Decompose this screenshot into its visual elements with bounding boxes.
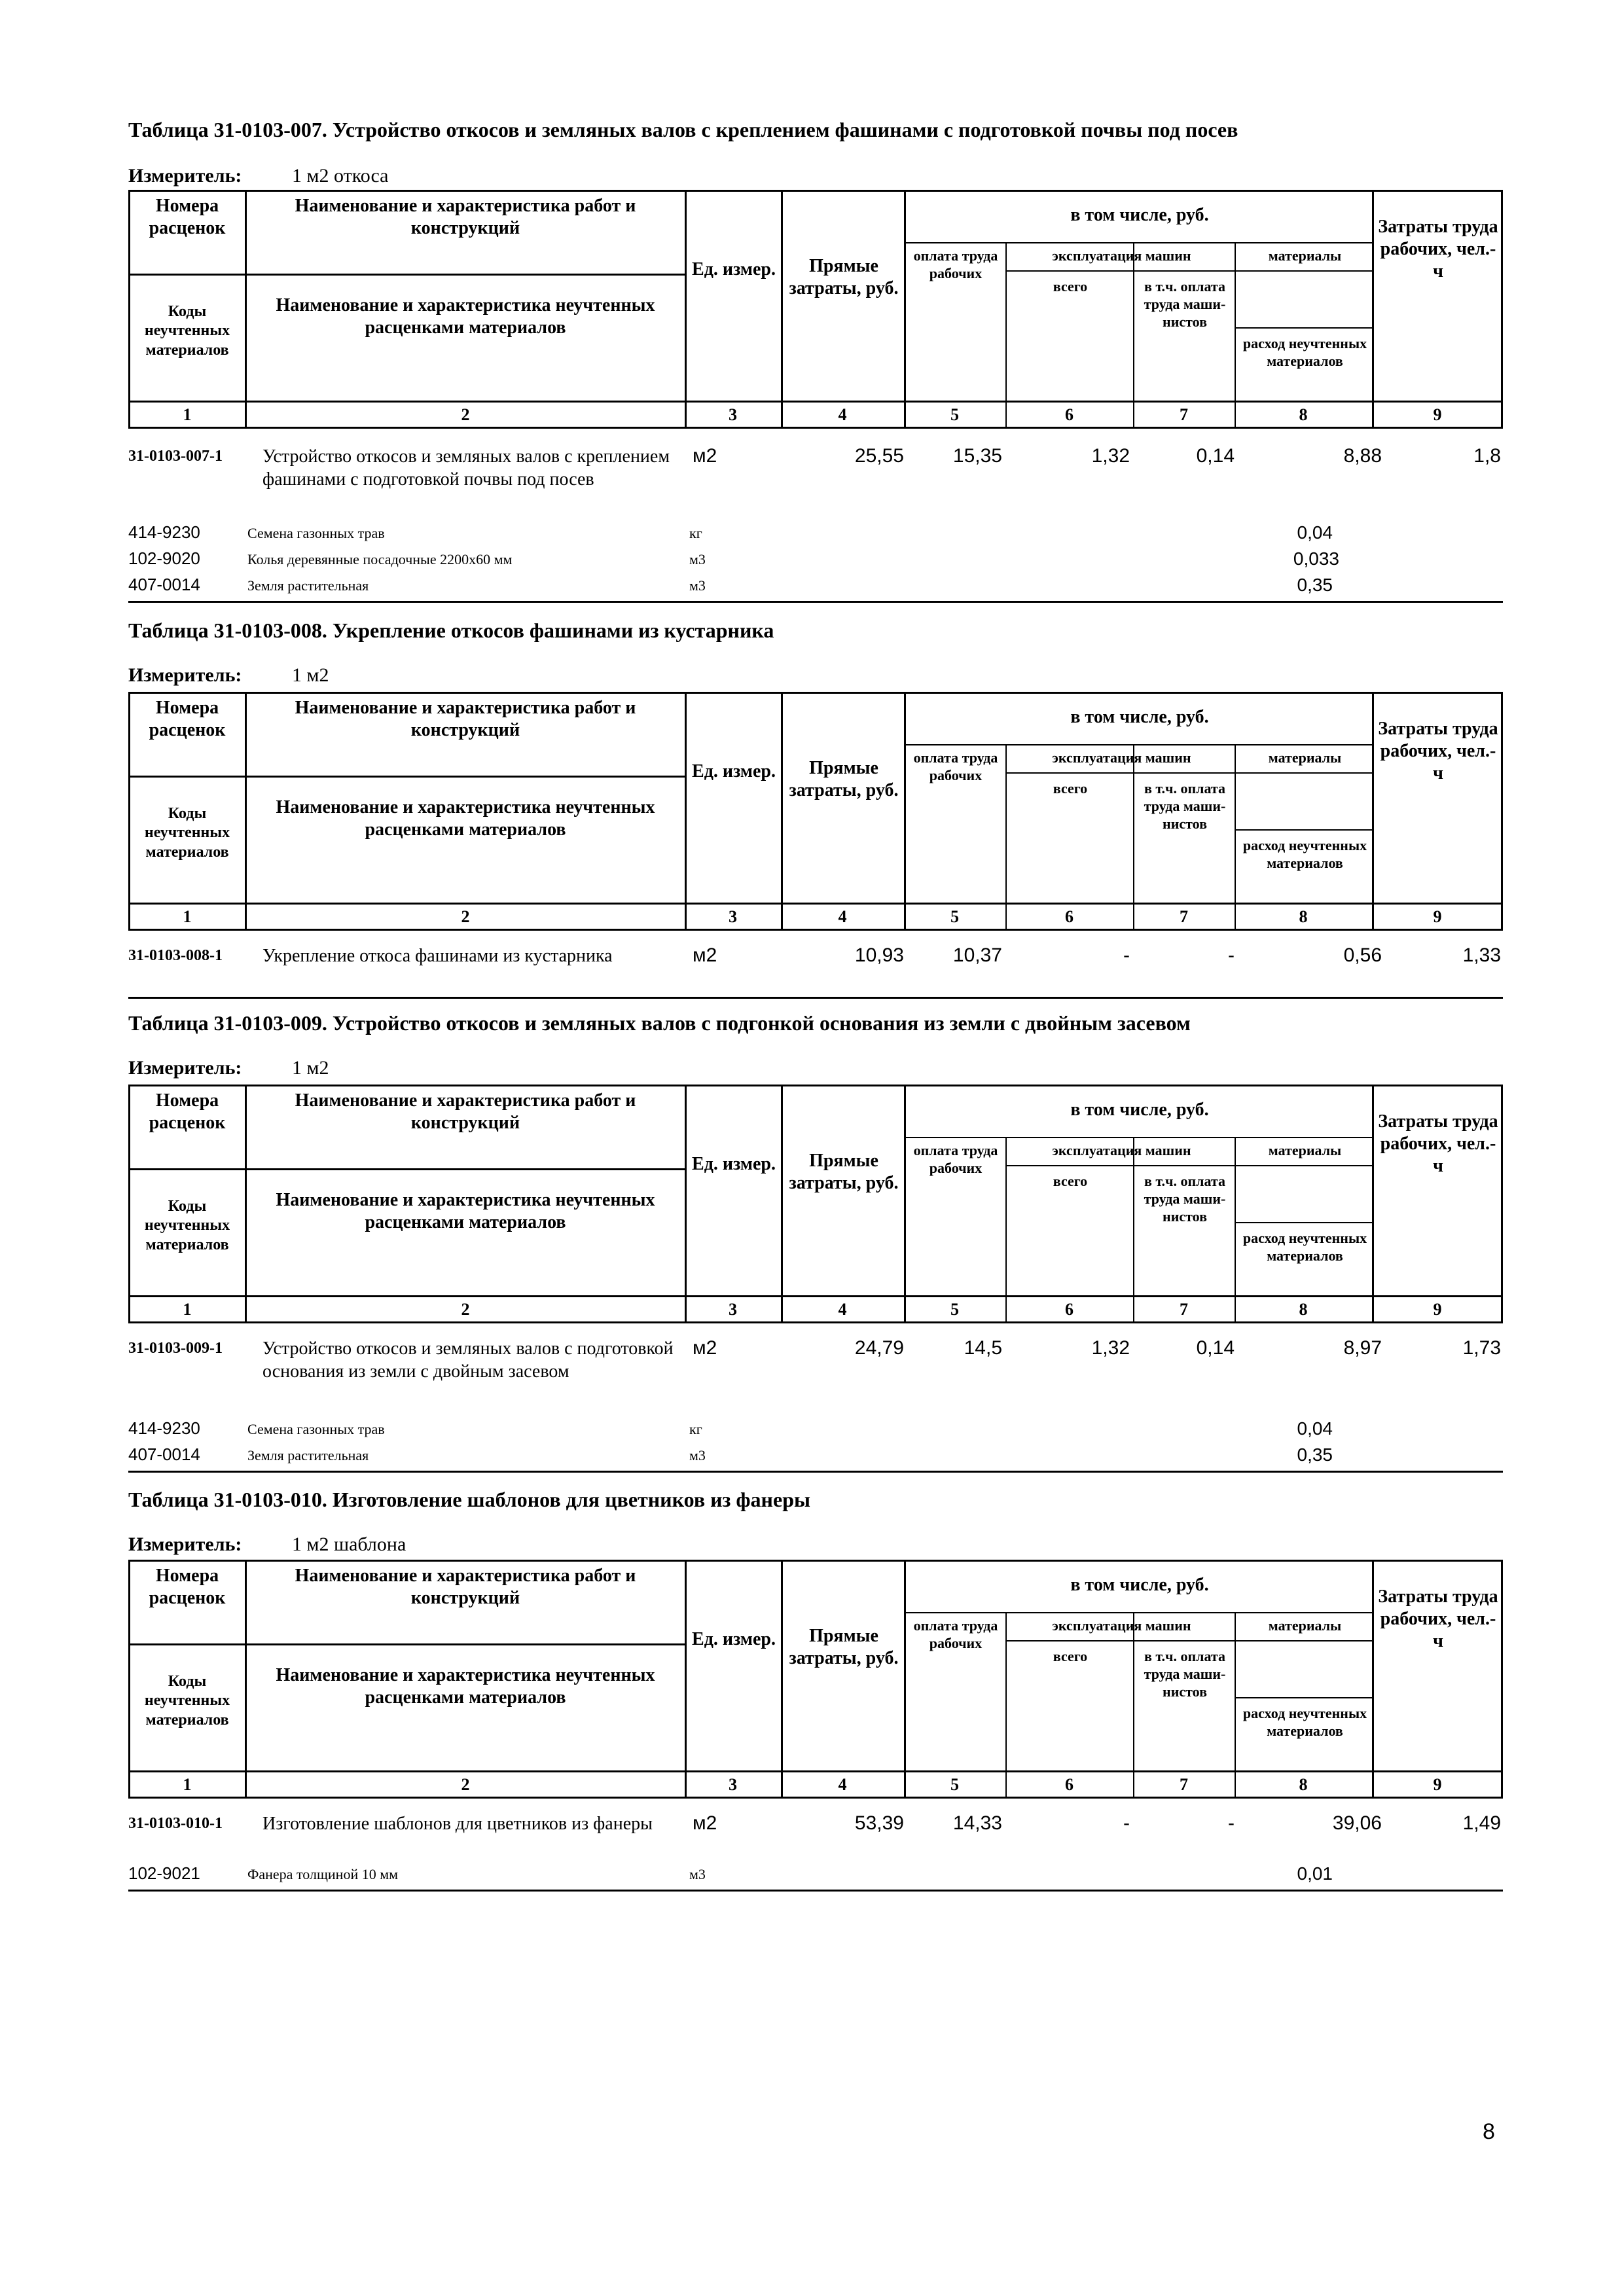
machines-total: 1,32	[1091, 445, 1130, 467]
header-col-naim-neuch: Наименование и характеристика неучтенных расценками материалов	[276, 1190, 655, 1233]
header-col-vtom: в том числе, руб.	[1070, 707, 1209, 727]
header-col-pryamye: Прямые затраты, руб.	[789, 1626, 899, 1669]
machines-total: -	[1123, 1812, 1130, 1834]
column-number: 1	[183, 405, 192, 424]
rate-code: 31-0103-007-1	[128, 448, 223, 465]
work-name: Укрепление откоса фашинами из кустарника	[262, 946, 613, 966]
column-number: 2	[461, 1775, 470, 1794]
grid-line	[1235, 744, 1236, 931]
material-name: Земля растительная	[247, 577, 369, 594]
measure-label: Измеритель:	[128, 1057, 242, 1079]
measure-label: Измеритель:	[128, 165, 242, 187]
labor-cost: 1,33	[1462, 944, 1501, 966]
header-col-nomera: Номера расценок	[149, 196, 226, 239]
column-number: 2	[461, 907, 470, 926]
grid-line	[128, 1643, 685, 1645]
rate-code: 31-0103-009-1	[128, 1340, 223, 1357]
column-number: 3	[729, 1300, 737, 1319]
material-unit: кг	[689, 525, 702, 541]
machinist-wages: 0,14	[1196, 445, 1235, 467]
measure-row	[128, 664, 329, 687]
header-col-zatraty: Затраты труда рабочих, чел.-ч	[1378, 719, 1498, 784]
column-number: 6	[1065, 1775, 1074, 1794]
column-number: 3	[729, 1775, 737, 1794]
header-col-vtom: в том числе, руб.	[1070, 205, 1209, 225]
grid-line	[128, 776, 685, 778]
material-code: 414-9230	[128, 522, 200, 542]
header-col-naim: Наименование и характеристика работ и конструкций	[295, 196, 636, 239]
grid-line	[904, 1085, 906, 1323]
material-qty: 0,01	[1297, 1863, 1333, 1884]
header-col-naim-neuch: Наименование и характеристика неучтенных расценками материалов	[276, 295, 655, 338]
grid-line	[904, 1612, 1373, 1613]
column-number: 4	[838, 1300, 847, 1319]
machinist-wages: -	[1228, 1812, 1235, 1834]
grid-line	[1235, 242, 1236, 429]
header-col-naim: Наименование и характеристика работ и конструкций	[295, 1566, 636, 1609]
grid-line	[904, 190, 906, 429]
grid-line	[245, 1085, 247, 1323]
material-name: Семена газонных трав	[247, 1421, 385, 1437]
table-bottom-rule	[128, 997, 1503, 999]
grid-line	[1501, 692, 1503, 931]
column-number: 1	[183, 907, 192, 926]
material-unit: м3	[689, 1447, 706, 1463]
header-col-vsego: всего	[1053, 278, 1088, 295]
material-qty: 0,033	[1293, 548, 1339, 569]
column-number: 8	[1299, 1775, 1308, 1794]
column-number: 6	[1065, 1300, 1074, 1319]
grid-line	[1133, 242, 1134, 429]
grid-line	[1501, 1560, 1503, 1799]
column-number: 9	[1433, 1300, 1442, 1319]
measure-value: 1 м2	[292, 1057, 329, 1079]
grid-line	[1005, 270, 1373, 272]
grid-line	[128, 401, 1503, 403]
column-number: 3	[729, 907, 737, 926]
table-header	[128, 190, 1503, 429]
unit: м2	[693, 1337, 717, 1359]
header-col-ed: Ед. измер.	[692, 1629, 776, 1649]
header-col-naim: Наименование и характеристика работ и конструкций	[295, 1090, 636, 1134]
grid-line	[128, 1085, 1503, 1086]
grid-line	[128, 190, 130, 429]
work-name: Изготовление шаблонов для цветников из фанеры	[262, 1814, 653, 1834]
grid-line	[904, 1560, 906, 1799]
header-col-materialy: материалы	[1268, 1617, 1342, 1634]
measure-label: Измеритель:	[128, 664, 242, 686]
header-col-kody: Коды неучтенных материалов	[144, 1198, 230, 1253]
header-col-kody: Коды неучтенных материалов	[144, 1673, 230, 1729]
material-unit: м3	[689, 1866, 706, 1882]
direct-cost: 53,39	[854, 1812, 904, 1834]
material-name: Фанера толщиной 10 мм	[247, 1866, 399, 1882]
material-code: 102-9021	[128, 1863, 200, 1883]
grid-line	[128, 1560, 130, 1799]
grid-line	[128, 692, 1503, 694]
grid-line	[685, 1085, 687, 1323]
grid-line	[1133, 1137, 1134, 1323]
grid-line	[781, 692, 783, 931]
header-col-oplata: оплата труда рабочих	[913, 1142, 998, 1176]
work-name: Устройство откосов и земляных валов с креплением фашинами с подготовкой почвы под посев	[262, 446, 670, 490]
header-col-zatraty: Затраты труда рабочих, чел.-ч	[1378, 1587, 1498, 1652]
materials-cost: 0,56	[1343, 944, 1382, 966]
column-number: 4	[838, 1775, 847, 1794]
column-number: 2	[461, 405, 470, 424]
material-qty: 0,04	[1297, 522, 1333, 543]
header-col-oplata: оплата труда рабочих	[913, 1617, 998, 1651]
table-bottom-rule	[128, 1890, 1503, 1892]
material-unit: кг	[689, 1421, 702, 1437]
grid-line	[1005, 1640, 1373, 1641]
header-col-rashod: расход неучтенных материалов	[1242, 837, 1367, 871]
header-col-vsego: всего	[1053, 780, 1088, 797]
wages: 10,37	[952, 944, 1002, 966]
column-number: 5	[950, 1775, 959, 1794]
grid-line	[1235, 1697, 1373, 1698]
grid-line	[904, 744, 1373, 745]
header-col-vtom: в том числе, руб.	[1070, 1575, 1209, 1595]
grid-line	[128, 190, 1503, 192]
direct-cost: 24,79	[854, 1337, 904, 1359]
material-name: Колья деревянные посадочные 2200х60 мм	[247, 551, 513, 567]
grid-line	[781, 1560, 783, 1799]
measure-row	[128, 165, 389, 187]
measure-value: 1 м2	[292, 664, 329, 686]
grid-line	[1501, 1085, 1503, 1323]
wages: 14,5	[964, 1337, 1002, 1359]
header-col-zatraty: Затраты труда рабочих, чел.-ч	[1378, 1111, 1498, 1177]
rate-code: 31-0103-010-1	[128, 1815, 223, 1832]
grid-line	[128, 903, 1503, 905]
grid-line	[685, 692, 687, 931]
header-col-vsego: всего	[1053, 1173, 1088, 1189]
column-number: 2	[461, 1300, 470, 1319]
column-number: 5	[950, 1300, 959, 1319]
material-code: 407-0014	[128, 575, 200, 594]
rate-code: 31-0103-008-1	[128, 947, 223, 964]
grid-line	[1372, 1085, 1374, 1323]
header-col-nomera: Номера расценок	[149, 1566, 226, 1609]
page-number: 8	[1483, 2119, 1495, 2144]
column-number: 3	[729, 405, 737, 424]
table-title: Таблица 31-0103-009. Устройство откосов и земляных валов с подгонкой основания из земли с двойным засевом	[128, 1011, 1191, 1035]
grid-line	[685, 1560, 687, 1799]
grid-line	[128, 1770, 1503, 1772]
material-qty: 0,04	[1297, 1418, 1333, 1439]
header-col-materialy: материалы	[1268, 749, 1342, 766]
header-col-vtom: в том числе, руб.	[1070, 1100, 1209, 1120]
grid-line	[1501, 190, 1503, 429]
header-col-ed: Ед. измер.	[692, 259, 776, 279]
material-qty: 0,35	[1297, 1444, 1333, 1465]
grid-line	[128, 692, 130, 931]
column-number: 8	[1299, 405, 1308, 424]
header-col-rashod: расход неучтенных материалов	[1242, 1705, 1367, 1739]
table-title: Таблица 31-0103-010. Изготовление шаблонов для цветников из фанеры	[128, 1488, 810, 1511]
grid-line	[245, 1560, 247, 1799]
measure-value: 1 м2 откоса	[292, 165, 389, 187]
direct-cost: 10,93	[854, 944, 904, 966]
grid-line	[128, 1168, 685, 1170]
grid-line	[245, 190, 247, 429]
grid-line	[1133, 744, 1134, 931]
material-name: Семена газонных трав	[247, 525, 385, 541]
column-number: 7	[1180, 1775, 1188, 1794]
work-name: Устройство откосов и земляных валов с подготовкой основания из земли с двойным засевом	[262, 1338, 674, 1382]
table-header	[128, 1560, 1503, 1799]
machines-total: 1,32	[1091, 1337, 1130, 1359]
grid-line	[1372, 190, 1374, 429]
grid-line	[904, 1137, 1373, 1138]
machines-total: -	[1123, 944, 1130, 966]
header-col-rashod: расход неучтенных материалов	[1242, 335, 1367, 369]
header-col-vtch: в т.ч. оплата труда маши- нистов	[1144, 780, 1226, 832]
grid-line	[1235, 829, 1373, 831]
header-col-materialy: материалы	[1268, 247, 1342, 264]
grid-line	[1372, 692, 1374, 931]
column-number: 4	[838, 405, 847, 424]
materials-cost: 8,88	[1343, 445, 1382, 467]
grid-line	[128, 929, 1503, 931]
grid-line	[781, 190, 783, 429]
machinist-wages: 0,14	[1196, 1337, 1235, 1359]
header-col-ed: Ед. измер.	[692, 1154, 776, 1174]
header-col-naim: Наименование и характеристика работ и конструкций	[295, 698, 636, 741]
header-col-ekspl: эксплуатация машин	[1052, 1617, 1191, 1634]
column-number: 8	[1299, 907, 1308, 926]
header-col-ed: Ед. измер.	[692, 761, 776, 781]
measure-label: Измеритель:	[128, 1534, 242, 1555]
material-code: 414-9230	[128, 1418, 200, 1438]
column-number: 9	[1433, 405, 1442, 424]
header-col-vtch: в т.ч. оплата труда маши- нистов	[1144, 278, 1226, 330]
grid-line	[245, 692, 247, 931]
grid-line	[904, 242, 1373, 243]
column-number: 6	[1065, 907, 1074, 926]
header-col-vtch: в т.ч. оплата труда маши- нистов	[1144, 1173, 1226, 1225]
table-bottom-rule	[128, 1471, 1503, 1473]
header-col-nomera: Номера расценок	[149, 1090, 226, 1134]
header-col-vtch: в т.ч. оплата труда маши- нистов	[1144, 1648, 1226, 1700]
wages: 15,35	[952, 445, 1002, 467]
grid-line	[128, 1295, 1503, 1297]
material-qty: 0,35	[1297, 575, 1333, 595]
grid-line	[1235, 1137, 1236, 1323]
grid-line	[128, 1797, 1503, 1799]
column-number: 4	[838, 907, 847, 926]
labor-cost: 1,8	[1473, 445, 1501, 467]
table-header	[128, 1085, 1503, 1323]
grid-line	[1235, 1612, 1236, 1799]
measure-value: 1 м2 шаблона	[292, 1534, 406, 1555]
grid-line	[1235, 1222, 1373, 1223]
header-col-naim-neuch: Наименование и характеристика неучтенных расценками материалов	[276, 1665, 655, 1708]
header-col-oplata: оплата труда рабочих	[913, 749, 998, 783]
header-col-nomera: Номера расценок	[149, 698, 226, 741]
header-col-naim-neuch: Наименование и характеристика неучтенных расценками материалов	[276, 797, 655, 840]
grid-line	[128, 1560, 1503, 1562]
column-number: 5	[950, 405, 959, 424]
measure-row	[128, 1534, 406, 1556]
grid-line	[1005, 772, 1373, 774]
header-col-ekspl: эксплуатация машин	[1052, 1142, 1191, 1158]
header-col-pryamye: Прямые затраты, руб.	[789, 1151, 899, 1194]
grid-line	[1235, 327, 1373, 329]
material-unit: м3	[689, 577, 706, 594]
grid-line	[1005, 1165, 1373, 1166]
grid-line	[128, 1321, 1503, 1323]
grid-line	[685, 190, 687, 429]
measure-row	[128, 1057, 329, 1079]
header-col-rashod: расход неучтенных материалов	[1242, 1230, 1367, 1264]
grid-line	[904, 692, 906, 931]
header-col-kody: Коды неучтенных материалов	[144, 805, 230, 861]
column-number: 7	[1180, 1300, 1188, 1319]
labor-cost: 1,49	[1462, 1812, 1501, 1834]
header-col-materialy: материалы	[1268, 1142, 1342, 1158]
material-unit: м3	[689, 551, 706, 567]
grid-line	[128, 427, 1503, 429]
table-header	[128, 692, 1503, 931]
materials-cost: 39,06	[1332, 1812, 1382, 1834]
table-bottom-rule	[128, 601, 1503, 603]
wages: 14,33	[952, 1812, 1002, 1834]
column-number: 1	[183, 1300, 192, 1319]
header-col-pryamye: Прямые затраты, руб.	[789, 256, 899, 299]
material-name: Земля растительная	[247, 1447, 369, 1463]
grid-line	[128, 1085, 130, 1323]
header-col-oplata: оплата труда рабочих	[913, 247, 998, 281]
unit: м2	[693, 944, 717, 966]
unit: м2	[693, 445, 717, 467]
materials-cost: 8,97	[1343, 1337, 1382, 1359]
grid-line	[1372, 1560, 1374, 1799]
material-code: 407-0014	[128, 1444, 200, 1464]
column-number: 8	[1299, 1300, 1308, 1319]
header-col-ekspl: эксплуатация машин	[1052, 247, 1191, 264]
grid-line	[128, 274, 685, 276]
column-number: 7	[1180, 405, 1188, 424]
unit: м2	[693, 1812, 717, 1834]
grid-line	[1133, 1612, 1134, 1799]
header-col-pryamye: Прямые затраты, руб.	[789, 758, 899, 801]
column-number: 6	[1065, 405, 1074, 424]
column-number: 7	[1180, 907, 1188, 926]
table-title: Таблица 31-0103-008. Укрепление откосов фашинами из кустарника	[128, 619, 774, 642]
direct-cost: 25,55	[854, 445, 904, 467]
header-col-kody: Коды неучтенных материалов	[144, 303, 230, 359]
table-title: Таблица 31-0103-007. Устройство откосов и земляных валов с креплением фашинами с подготовкой почвы под посев	[128, 118, 1238, 141]
header-col-vsego: всего	[1053, 1648, 1088, 1664]
grid-line	[781, 1085, 783, 1323]
labor-cost: 1,73	[1462, 1337, 1501, 1359]
column-number: 9	[1433, 907, 1442, 926]
header-col-zatraty: Затраты труда рабочих, чел.-ч	[1378, 217, 1498, 282]
column-number: 1	[183, 1775, 192, 1794]
machinist-wages: -	[1228, 944, 1235, 966]
column-number: 5	[950, 907, 959, 926]
column-number: 9	[1433, 1775, 1442, 1794]
material-code: 102-9020	[128, 548, 200, 568]
header-col-ekspl: эксплуатация машин	[1052, 749, 1191, 766]
